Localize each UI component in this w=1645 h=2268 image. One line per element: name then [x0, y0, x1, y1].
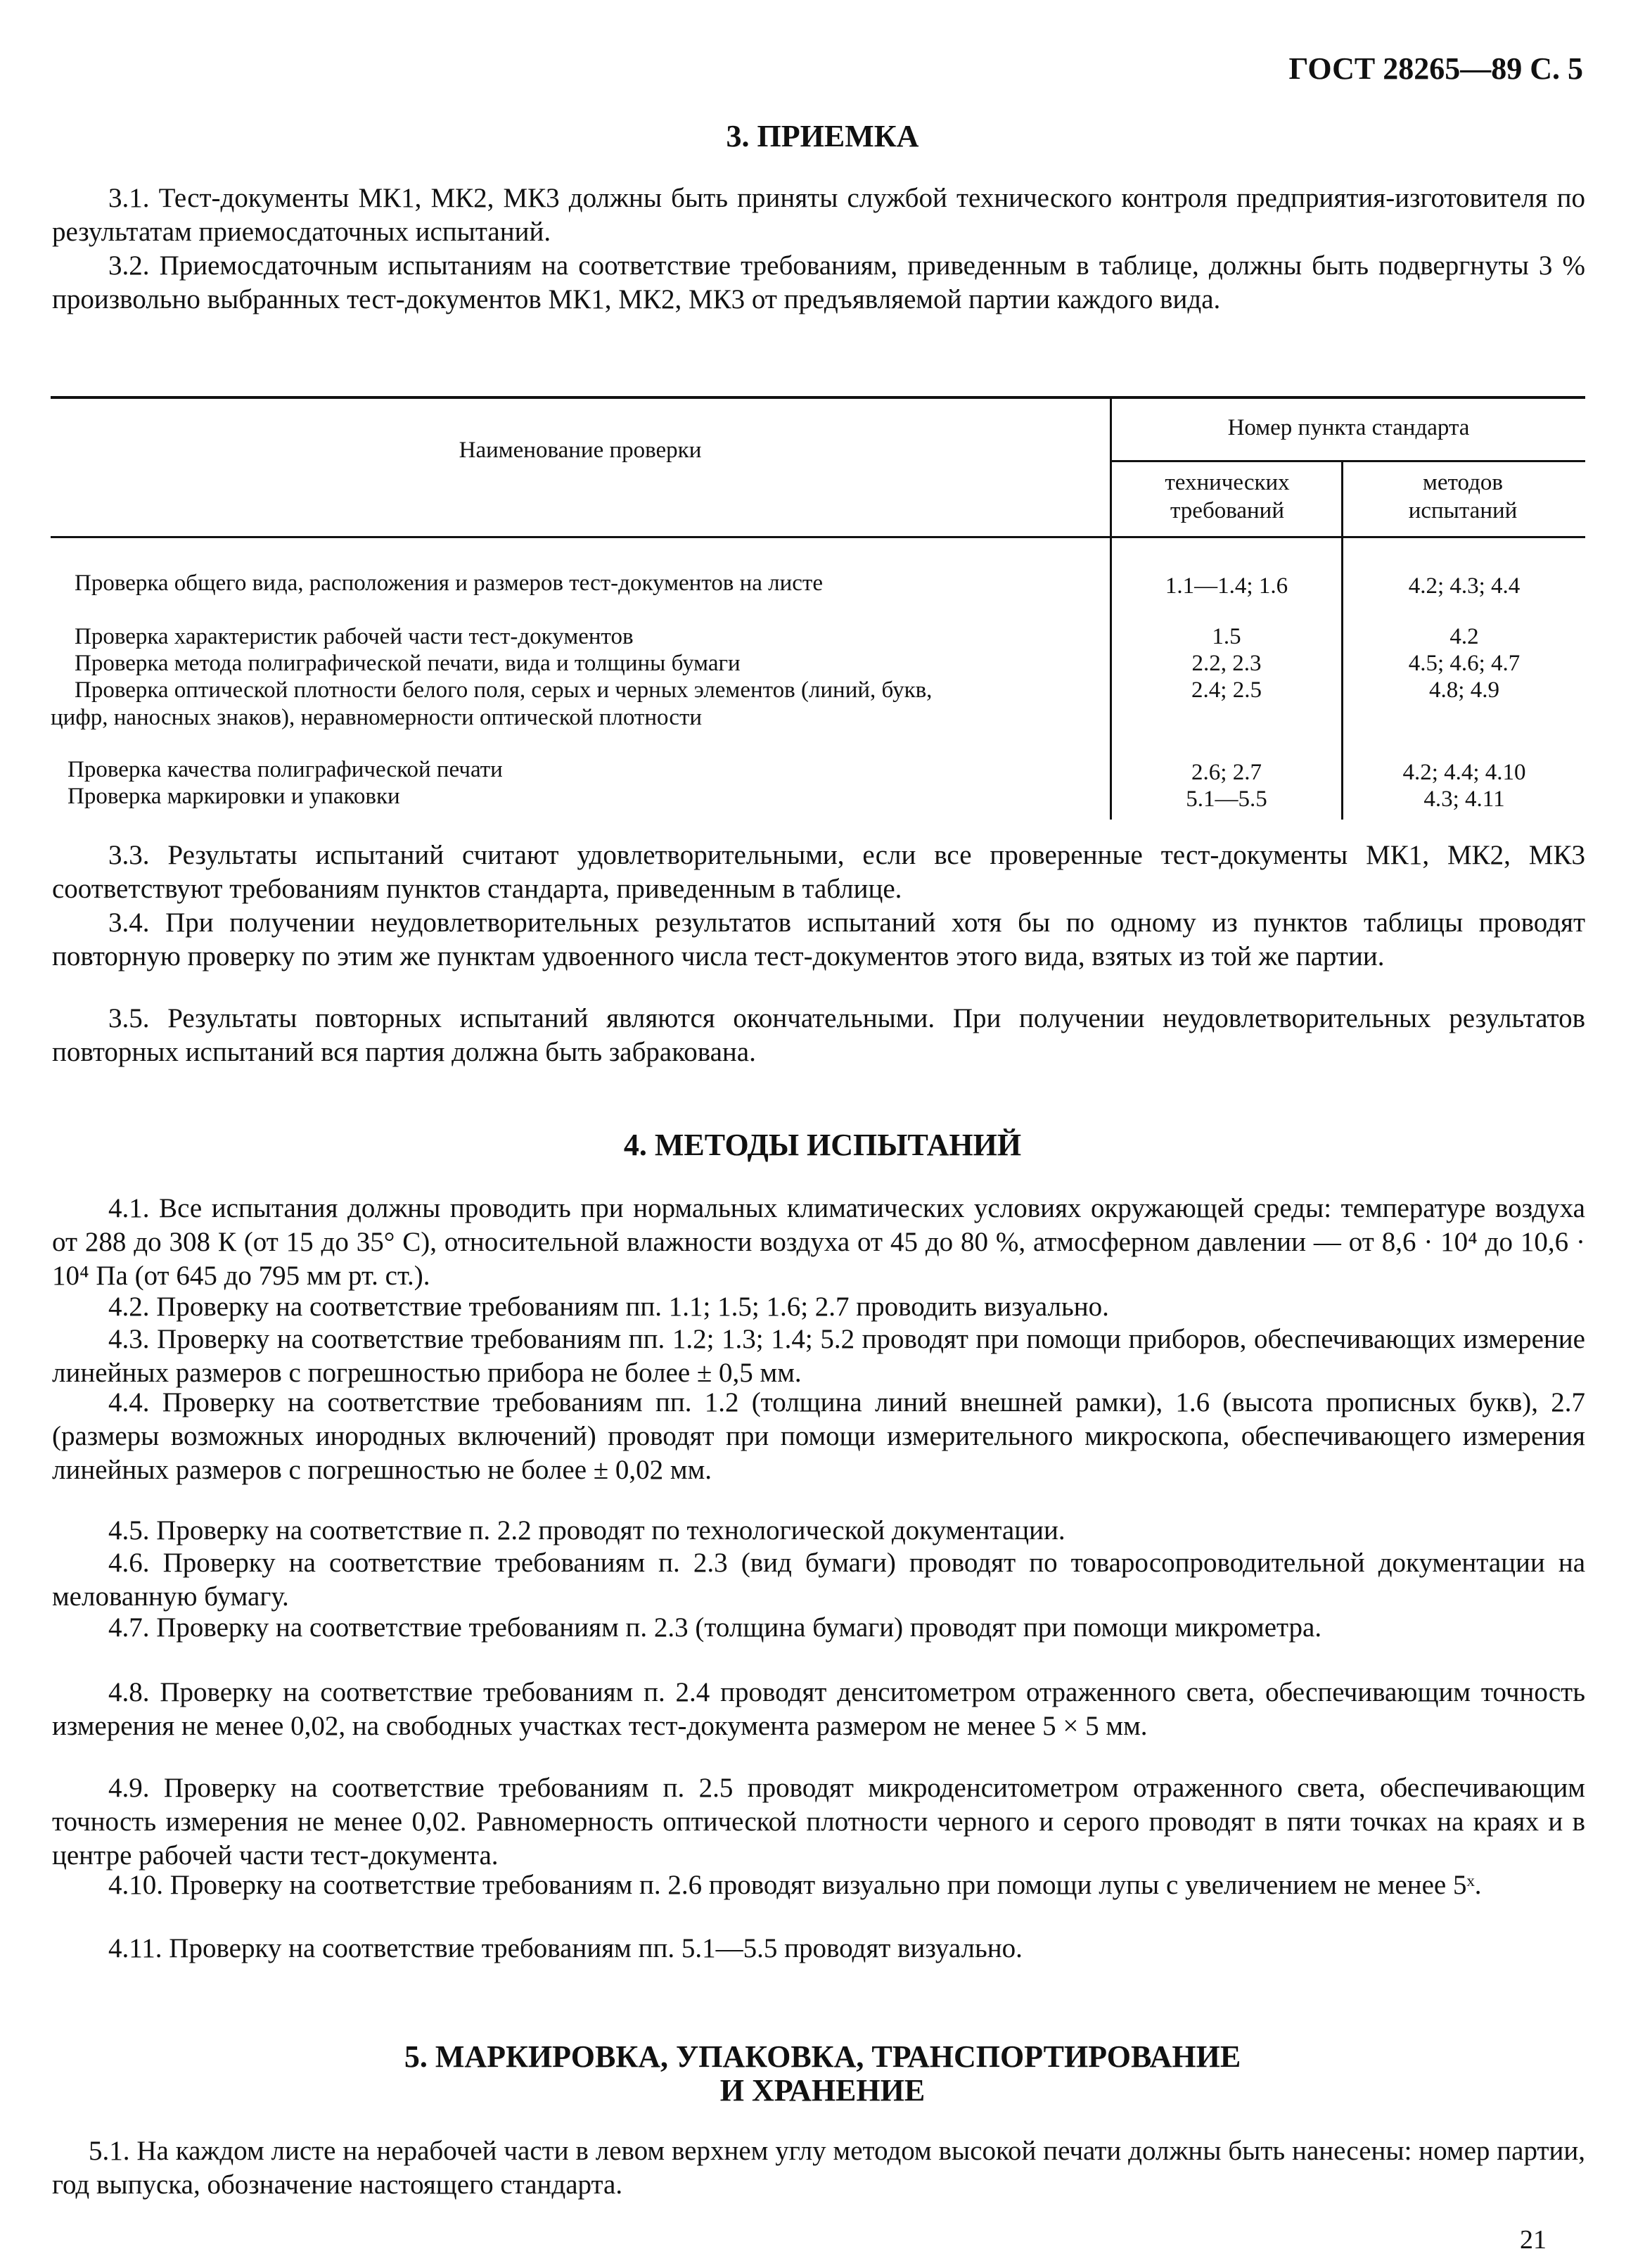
col-header-req: технических требований — [1165, 470, 1290, 523]
paragraph-3-2: 3.2. Приемосдаточным испытаниям на соответствие требованиям, приведенным в таблице, должны быть подвергнуты 3 % произвольно выбранных тест-документов МК1, МК2, МК3 от предъявляемой партии каждого вида. — [52, 250, 1585, 314]
table-row-meth: 4.3; 4.11 — [1423, 786, 1505, 812]
table-row-req: 2.6; 2.7 — [1191, 760, 1262, 785]
page-header: ГОСТ 28265—89 С. 5 — [1288, 51, 1583, 86]
table-row: Проверка оптической плотности белого поля, серых и черных элементов (линий, букв, цифр, наносных знаков), неравномерности оптической плотности — [51, 677, 933, 730]
table-row: Проверка характеристик рабочей части тест-документов — [75, 624, 634, 649]
paragraph-4-9: 4.9. Проверку на соответствие требованиям п. 2.5 проводят микроденситометром отраженного света, обеспечивающим точность измерения не менее 0,02. Равномерность оптической плотности черного и серого проводят в пяти точках на краях и в центре рабочей части тест-документа. — [52, 1773, 1585, 1871]
col-header-meth: методов испытаний — [1408, 470, 1518, 523]
paragraph-3-1: 3.1. Тест-документы МК1, МК2, МК3 должны быть приняты службой технического контроля предприятия-изготовителя по результатам приемосдаточных испытаний. — [52, 183, 1585, 247]
table-row-meth: 4.2; 4.3; 4.4 — [1408, 573, 1521, 599]
paragraph-4-8: 4.8. Проверку на соответствие требованиям п. 2.4 проводят денситометром отраженного света, обеспечивающим точность измерения не менее 0,02, на свободных участках тест-документа размером не менее 5 × 5 мм. — [52, 1677, 1585, 1741]
page-number: 21 — [1520, 2225, 1547, 2255]
table-row-meth: 4.8; 4.9 — [1429, 677, 1499, 703]
table-row-meth: 4.2; 4.4; 4.10 — [1402, 760, 1526, 785]
section-3-title: 3. ПРИЕМКА — [726, 119, 919, 153]
table-group-rule — [1110, 460, 1585, 462]
table-top-rule — [51, 396, 1585, 399]
table-header-rule — [51, 536, 1585, 538]
paragraph-3-4: 3.4. При получении неудовлетворительных результатов испытаний хотя бы по одному из пунктов таблицы проводят повторную проверку по этим же пунктам удвоенного числа тест-документов этого вида, взятых из той же партии. — [52, 907, 1585, 971]
paragraph-4-1: 4.1. Все испытания должны проводить при нормальных климатических условиях окружающей среды: температуре воздуха от 288 до 308 К (от 15 до 35° С), относительной влажности воздуха от 45 до 80 %, атмосферном давлении — от 8,6 · 10⁴ до 10,6 · 10⁴ Па (от 645 до 795 мм рт. ст.). — [52, 1193, 1585, 1291]
table-row: Проверка качества полиграфической печати — [68, 757, 503, 782]
section-5-title-line2: И ХРАНЕНИЕ — [719, 2073, 926, 2108]
table-row-meth: 4.5; 4.6; 4.7 — [1408, 651, 1521, 676]
paragraph-4-4: 4.4. Проверку на соответствие требованиям пп. 1.2 (толщина линий внешней рамки), 1.6 (высота прописных букв), 2.7 (размеры возможных инородных включений) проводят при помощи измерительного микроскопа, обеспечивающего измерения линейных размеров с погрешностью не более ± 0,02 мм. — [52, 1387, 1585, 1485]
paragraph-4-2: 4.2. Проверку на соответствие требованиям пп. 1.1; 1.5; 1.6; 2.7 проводить визуально. — [108, 1292, 1109, 1322]
paragraph-3-3: 3.3. Результаты испытаний считают удовлетворительными, если все проверенные тест-документы МК1, МК2, МК3 соответствуют требованиям пунктов стандарта, приведенным в таблице. — [52, 840, 1585, 904]
table-row-req: 2.4; 2.5 — [1191, 677, 1262, 703]
table-row-req: 5.1—5.5 — [1186, 786, 1267, 812]
col-header-name: Наименование проверки — [459, 438, 702, 463]
paragraph-4-7: 4.7. Проверку на соответствие требованиям п. 2.3 (толщина бумаги) проводят при помощи микрометра. — [108, 1612, 1322, 1643]
paragraph-4-3: 4.3. Проверку на соответствие требованиям пп. 1.2; 1.3; 1.4; 5.2 проводят при помощи приборов, обеспечивающих измерение линейных размеров с погрешностью прибора не более ± 0,5 мм. — [52, 1324, 1585, 1388]
table-row-req: 1.5 — [1212, 624, 1241, 649]
paragraph-4-11: 4.11. Проверку на соответствие требованиям пп. 5.1—5.5 проводят визуально. — [108, 1933, 1023, 1963]
paragraph-4-10: 4.10. Проверку на соответствие требованиям п. 2.6 проводят визуально при помощи лупы с увеличением не менее 5ˣ. — [108, 1870, 1482, 1900]
table-row: Проверка общего вида, расположения и размеров тест-документов на листе — [75, 571, 823, 596]
paragraph-4-6: 4.6. Проверку на соответствие требованиям п. 2.3 (вид бумаги) проводят по товаросопроводительной документации на мелованную бумагу. — [52, 1548, 1585, 1612]
table-row: Проверка маркировки и упаковки — [68, 784, 400, 809]
table-row: Проверка метода полиграфической печати, вида и толщины бумаги — [75, 651, 741, 676]
paragraph-5-1: 5.1. На каждом листе на нерабочей части в левом верхнем углу методом высокой печати должны быть нанесены: номер партии, год выпуска, обозначение настоящего стандарта. — [52, 2136, 1585, 2200]
col-header-group: Номер пункта стандарта — [1227, 415, 1470, 440]
paragraph-3-5: 3.5. Результаты повторных испытаний являются окончательными. При получении неудовлетворительных результатов повторных испытаний вся партия должна быть забракована. — [52, 1003, 1585, 1067]
section-4-title: 4. МЕТОДЫ ИСПЫТАНИЙ — [623, 1128, 1022, 1162]
section-5-title-line1: 5. МАРКИРОВКА, УПАКОВКА, ТРАНСПОРТИРОВАНИЕ — [404, 2039, 1241, 2074]
table-row-req: 1.1—1.4; 1.6 — [1165, 573, 1288, 599]
table-row-req: 2.2, 2.3 — [1191, 651, 1262, 676]
paragraph-4-5: 4.5. Проверку на соответствие п. 2.2 проводят по технологической документации. — [108, 1515, 1065, 1546]
table-row-meth: 4.2 — [1449, 624, 1479, 649]
